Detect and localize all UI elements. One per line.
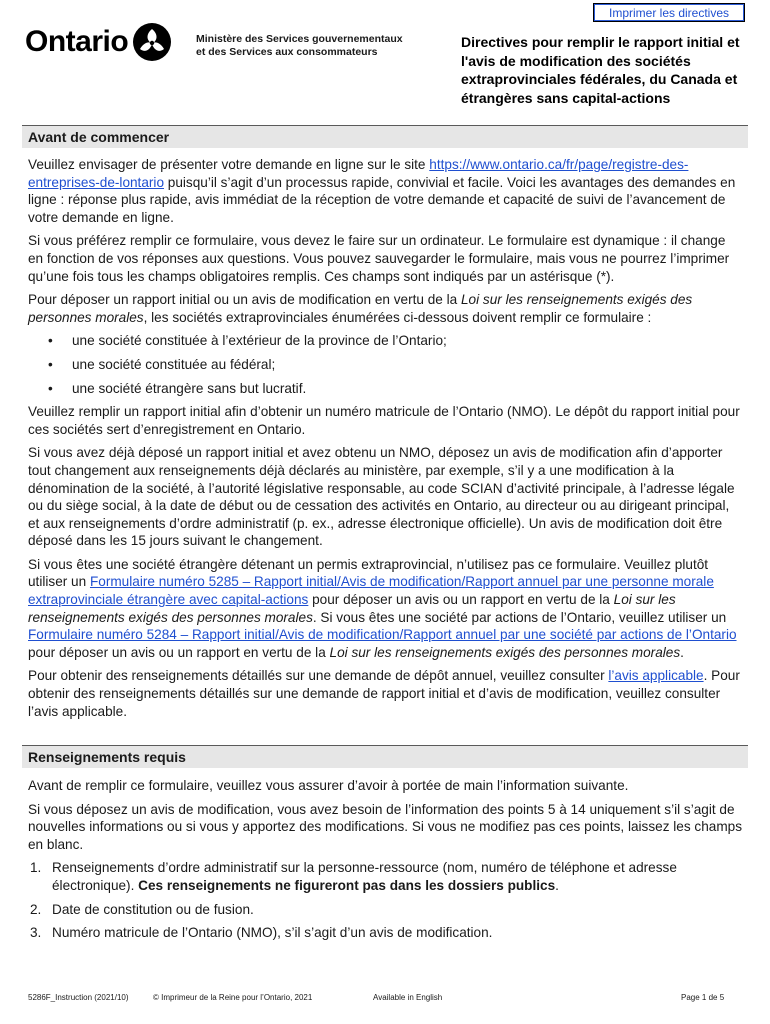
section-heading-avant: Avant de commencer [22, 125, 748, 148]
ministry-line-2: et des Services aux consommateurs [196, 46, 378, 58]
paragraph: Pour déposer un rapport initial ou un avis de modification en vertu de la Loi sur les renseignements exigés des personnes morales, les sociétés extraprovinciales énumérées ci-dessous doivent remplir ce formulaire : [28, 292, 693, 325]
form-5284-link[interactable]: Formulaire numéro 5284 – Rapport initial/Avis de modification/Rapport annuel par une société par actions de l’Ontario [28, 627, 737, 643]
section-renseignements-content [28, 777, 744, 948]
list-item: 3. Numéro matricule de l’Ontario (NMO), s’il s’agit d’un avis de modification. [30, 925, 493, 941]
paragraph: Si vous préférez remplir ce formulaire, vous devez le faire sur un ordinateur. Le formulaire est dynamique : il change en fonction de vos réponses aux questions. Vous pouvez sauvegarder le formulaire, mais vous ne pourrez l’imprimer qu’une fois tous les champs obligatoires remplis. Ces champs sont indiqués par un astérisque (*). [28, 233, 730, 284]
section-avant-content [28, 156, 744, 726]
paragraph: Veuillez remplir un rapport initial afin d’obtenir un numéro matricule de l’Ontario (NMO). Le dépôt du rapport initial pour ces sociétés sert d’enregistrement en Ontario. [28, 404, 740, 437]
paragraph: Si vous avez déjà déposé un rapport initial et avez obtenu un NMO, déposez un avis de modification afin d’apporter tout changement aux renseignements déjà déclarés au ministère, par exemple, s’il y a une modification à la dénomination de la société, à l’autorité législative responsable, au code SCIAN d’activité principale, à l’adresse légale ou du siège social, à la date de début ou de cessation des activités en Ontario, au directeur ou au dirigeant principal, et aux renseignements d’ordre administratif (p. ex., adresse électronique officielle). Un avis de modification doit être déposé dans les 15 jours suivant le changement. [28, 445, 735, 549]
paragraph: Avant de remplir ce formulaire, veuillez vous assurer d’avoir à portée de main l’information suivante. [28, 778, 629, 793]
paragraph: Pour obtenir des renseignements détaillés sur une demande de dépôt annuel, veuillez consulter l’avis applicable. Pour obtenir des renseignements détaillés sur une demande de rapport initial et d’avis de modification, veuillez consulter l’avis applicable. [28, 668, 740, 719]
trillium-icon [132, 22, 172, 62]
list-item: • une société étrangère sans but lucratif. [28, 380, 744, 398]
print-instructions-button[interactable]: Imprimer les directives [594, 4, 744, 21]
form-id: 5286F_Instruction (2021/10) [28, 993, 129, 1002]
copyright: © Imprimeur de la Reine pour l’Ontario, 2021 [153, 993, 313, 1002]
list-item: • une société constituée à l’extérieur de la province de l’Ontario; [28, 332, 744, 350]
paragraph: Veuillez envisager de présenter votre demande en ligne sur le site https://www.ontario.ca/fr/page/registre-des-entreprises-de-lontario puisqu’il s’agit d’un processus rapide, convivial et facile. Voici les avantages des demandes en ligne : réponse plus rapide, avis immédiat de la réception de votre demande et capacité de suivi de l’avancement de votre demande en ligne. [28, 157, 736, 225]
list-item: 1. Renseignements d’ordre administratif sur la personne-ressource (nom, numéro de téléphone et adresse électronique). Ces renseignements ne figureront pas dans les dossiers publics. [30, 860, 677, 893]
form-5285-link[interactable]: Formulaire numéro 5285 – Rapport initial/Avis de modification/Rapport annuel par une personne morale extraprovinciale étrangère avec capital-actions [28, 574, 714, 608]
ontario-logo [25, 22, 172, 62]
page-title: Directives pour remplir le rapport initial et l'avis de modification des sociétés extraprovinciales fédérales, du Canada et étrangères sans capital-actions [461, 34, 740, 106]
required-info-list [28, 859, 744, 941]
paragraph: Si vous êtes une société étrangère détenant un permis extraprovincial, n’utilisez pas ce formulaire. Veuillez plutôt utiliser un Formulaire numéro 5285 – Rapport initial/Avis de modification/Rapport annuel par une personne morale extraprovinciale étrangère avec capital-actions pour déposer un avis ou un rapport en vertu de la Loi sur les renseignements exigés des personnes morales. Si vous êtes une société par actions de l’Ontario, veuillez utiliser un Formulaire numéro 5284 – Rapport initial/Avis de modification/Rapport annuel par une société par actions de l’Ontario pour déposer un avis ou un rapport en vertu de la Loi sur les renseignements exigés des personnes morales. [28, 556, 737, 660]
section-heading-renseignements: Renseignements requis [22, 745, 748, 768]
ministry-line-1: Ministère des Services gouvernementaux [196, 33, 403, 45]
corporation-types-list [28, 332, 744, 397]
logo-wordmark: Ontario [25, 25, 129, 58]
language-availability: Available in English [373, 993, 443, 1002]
applicable-notice-link[interactable]: l’avis applicable [608, 668, 704, 684]
ministry-name [196, 33, 446, 59]
paragraph: Si vous déposez un avis de modification, vous avez besoin de l’information des points 5 à 14 uniquement s’il s’agit de nouvelles informations ou si vous y apportez des modifications. Si vous ne modifiez pas ces points, laissez les champs en blanc. [28, 801, 743, 852]
page-number: Page 1 de 5 [681, 993, 725, 1002]
list-item: • une société constituée au fédéral; [28, 356, 744, 374]
online-registry-link[interactable]: https://www.ontario.ca/fr/page/registre-des-entreprises-de-lontario [28, 157, 689, 190]
list-item: 2. Date de constitution ou de fusion. [30, 901, 254, 917]
